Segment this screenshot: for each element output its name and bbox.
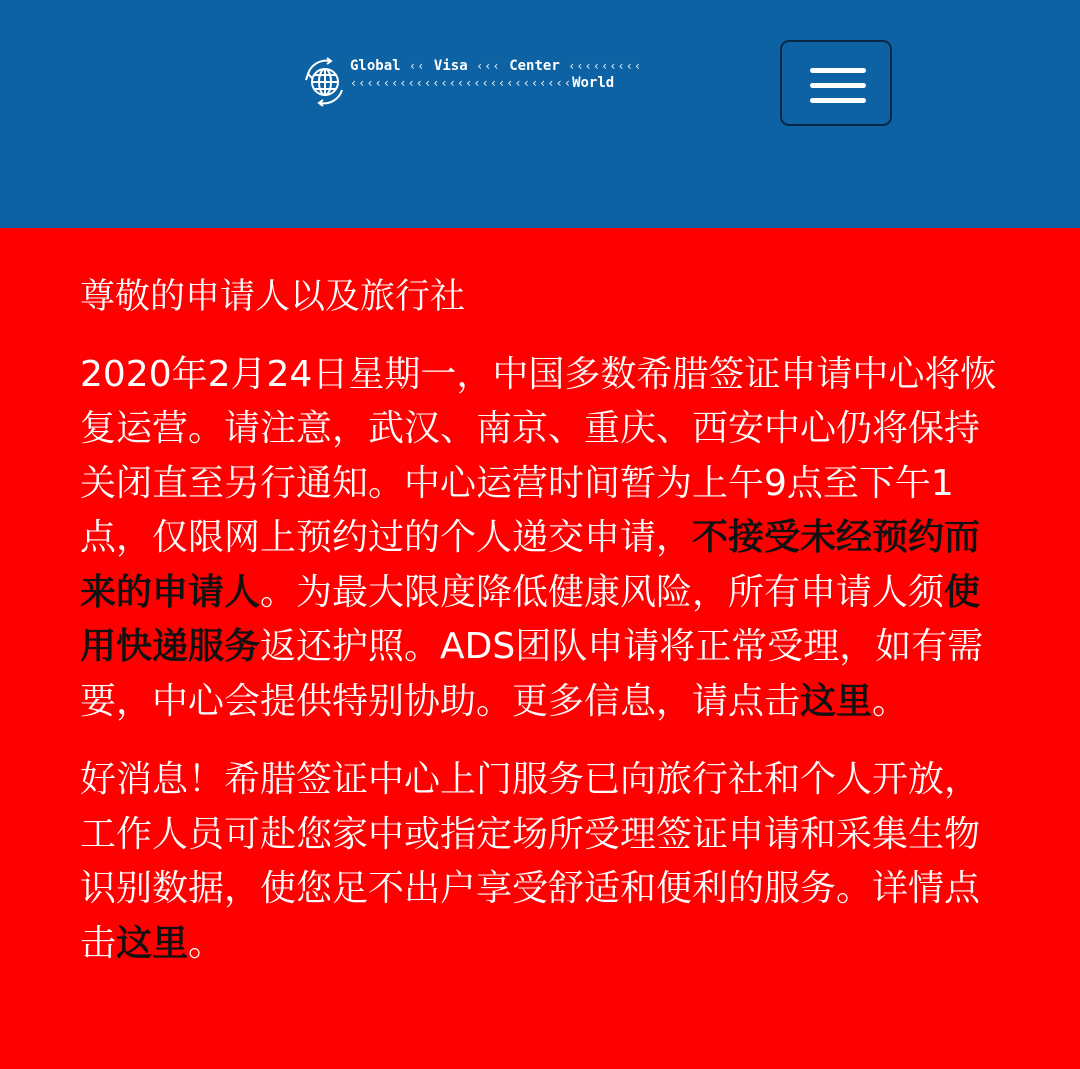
home-service-details-link[interactable]: 这里 bbox=[116, 922, 189, 964]
emphasis-courier-service: 使用快递服务 bbox=[80, 571, 981, 667]
global-visa-center-world-logo[interactable] bbox=[302, 52, 643, 114]
paragraph-text: 。 bbox=[872, 680, 909, 722]
logo-line-1 bbox=[350, 58, 642, 74]
notice-greeting: 尊敬的申请人以及旅行社 bbox=[80, 277, 466, 317]
logo-word-center: Center bbox=[509, 58, 560, 74]
paragraph-text: 。 bbox=[188, 922, 225, 964]
menu-toggle-button[interactable] bbox=[780, 40, 892, 126]
emphasis-no-walk-ins: 不接受未经预约而来的申请人 bbox=[80, 517, 981, 613]
logo-word-world: World bbox=[572, 75, 615, 91]
logo-word-global: Global bbox=[350, 58, 401, 74]
site-header bbox=[0, 0, 1080, 228]
paragraph-text: 好消息！希腊签证中心上门服务已向旅行社和个人开放，工作人员可赴您家中或指定场所受理签证申请和采集生物识别数据，使您足不出户享受舒适和便利的服务。详情点击 bbox=[80, 759, 981, 964]
logo-line-2 bbox=[350, 75, 614, 91]
logo-word-visa: Visa bbox=[433, 58, 468, 74]
logo-chevrons: ‹‹‹‹‹‹‹‹‹ bbox=[568, 59, 643, 73]
notice-paragraph-home-service bbox=[80, 753, 1010, 971]
hamburger-bar bbox=[810, 68, 866, 73]
paragraph-text: 返还护照。ADS团队申请将正常受理，如有需要，中心会提供特别协助。更多信息，请点击 bbox=[80, 626, 984, 722]
globe-arrows-icon bbox=[302, 52, 348, 112]
notice-banner bbox=[80, 270, 1010, 971]
paragraph-text: 2020年2月24日星期一，中国多数希腊签证申请中心将恢复运营。请注意，武汉、南京、重庆、西安中心仍将保持关闭直至另行通知。中心运营时间暂为上午9点至下午1点，仅限网上预约过的个人递交申请， bbox=[80, 353, 997, 558]
hamburger-bar bbox=[810, 98, 866, 103]
logo-chevrons: ‹‹‹‹‹‹‹‹‹‹‹‹‹‹‹‹‹‹‹‹‹‹‹‹‹‹‹ bbox=[350, 76, 573, 90]
paragraph-text: 。为最大限度降低健康风险，所有申请人须 bbox=[260, 571, 945, 613]
notice-paragraph-reopening bbox=[80, 348, 1010, 730]
logo-chevrons: ‹‹ bbox=[409, 59, 426, 73]
logo-chevrons: ‹‹‹ bbox=[476, 59, 501, 73]
hamburger-bar bbox=[810, 83, 866, 88]
more-info-link[interactable]: 这里 bbox=[800, 680, 873, 722]
